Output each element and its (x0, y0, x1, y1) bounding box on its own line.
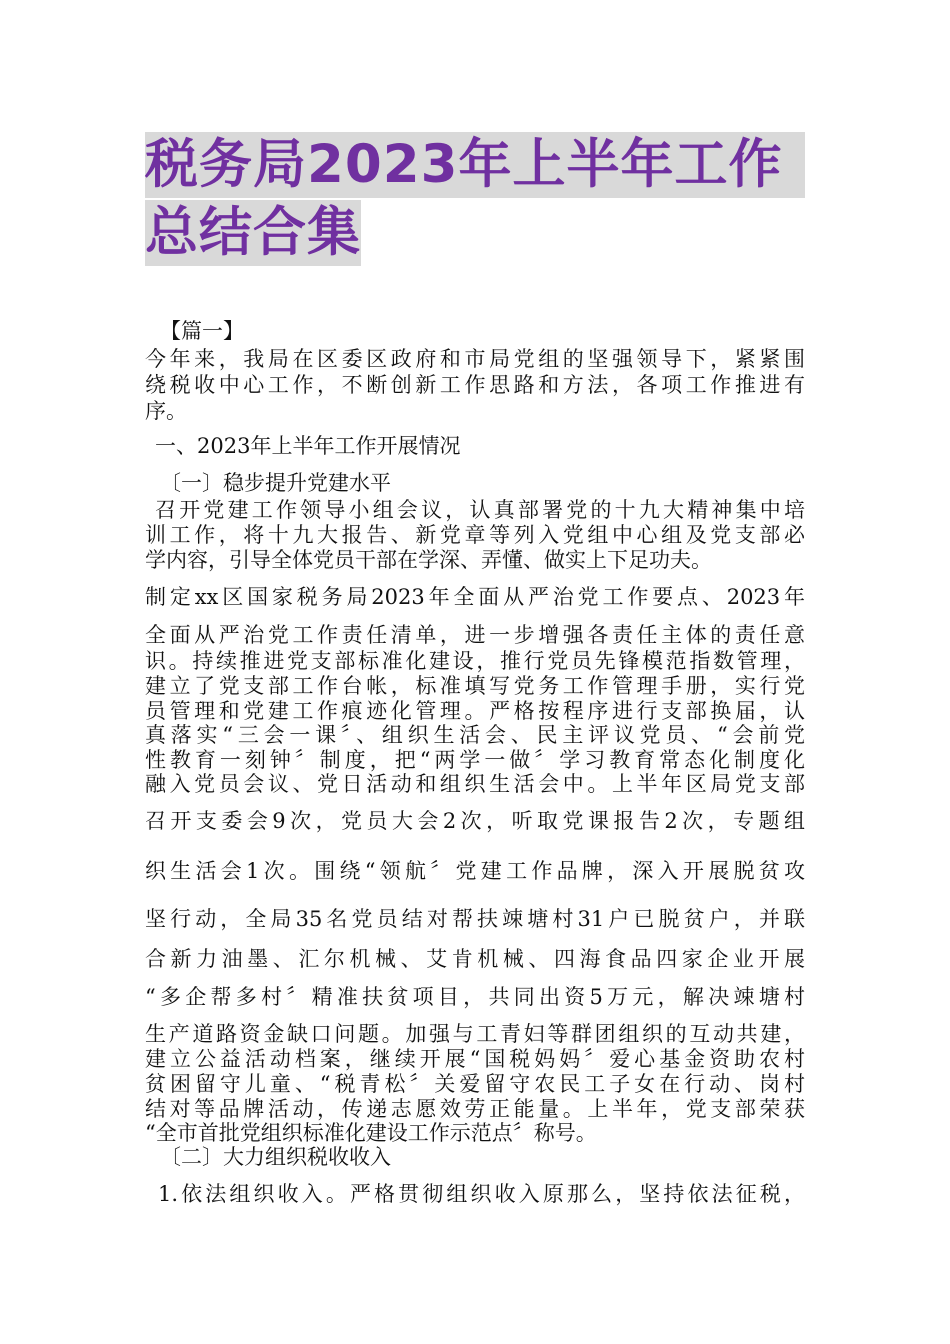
subsection-heading: 〔一〕稳步提升党建水平 (160, 471, 391, 495)
paragraph-line: 召开支委会9次，党员大会2次，听取党课报告2次，专题组 (145, 809, 805, 833)
paragraph-line: 融入党员会议、党日活动和组织生活会中。上半年区局党支部 (145, 772, 805, 796)
section-heading-pian-yi: 【篇一】 (160, 319, 244, 343)
paragraph-line: 制定xx区国家税务局2023年全面从严治党工作要点、2023年 (145, 585, 805, 609)
paragraph-line: 真落实“三会一课〞、组织生活会、民主评议党员、“会前党 (145, 723, 805, 747)
paragraph-line: 员管理和党建工作痕迹化管理。严格按程序进行支部换届，认 (145, 699, 805, 723)
paragraph-line: 织生活会1次。围绕“领航〞党建工作品牌，深入开展脱贫攻 (145, 859, 805, 883)
paragraph-line: 识。持续推进党支部标准化建设，推行党员先锋模范指数管理， (145, 649, 805, 673)
subsection-heading: 〔二〕大力组织税收收入 (160, 1145, 391, 1169)
paragraph-line: 贫困留守儿童、“税青松〞关爱留守农民工子女在行动、岗村 (145, 1072, 805, 1096)
paragraph-line: 建立了党支部工作台帐，标准填写党务工作管理手册，实行党 (145, 674, 805, 698)
section-heading: 一、2023年上半年工作开展情况 (155, 434, 461, 458)
paragraph-line: 坚行动，全局35名党员结对帮扶竦塘村31户已脱贫户，并联 (145, 907, 805, 931)
paragraph-line: 绕税收中心工作，不断创新工作思路和方法，各项工作推进有 (145, 373, 805, 397)
paragraph-line: 学内容，引导全体党员干部在学深、弄懂、做实上下足功夫。 (145, 548, 712, 572)
paragraph-line: 生产道路资金缺口问题。加强与工青妇等群团组织的互动共建， (145, 1022, 805, 1046)
paragraph-line: 全面从严治党工作责任清单，进一步增强各责任主体的责任意 (145, 623, 805, 647)
paragraph-line: 合新力油墨、汇尔机械、艾肯机械、四海食品四家企业开展 (145, 947, 805, 971)
paragraph-line: 性教育一刻钟〞制度，把“两学一做〞学习教育常态化制度化 (145, 748, 805, 772)
paragraph-line: 训工作，将十九大报告、新党章等列入党组中心组及党支部必 (145, 523, 805, 547)
paragraph-line: “多企帮多村〞精准扶贫项目，共同出资5万元，解决竦塘村 (145, 985, 805, 1009)
paragraph-line: 结对等品牌活动，传递志愿效劳正能量。上半年，党支部荣获 (145, 1097, 805, 1121)
paragraph-line: 召开党建工作领导小组会议，认真部署党的十九大精神集中培 (155, 498, 805, 522)
document-title-line-1: 税务局2023年上半年工作 (145, 132, 805, 198)
paragraph-line: 1.依法组织收入。严格贯彻组织收入原那么，坚持依法征税， (158, 1182, 805, 1206)
paragraph-line: “全市首批党组织标准化建设工作示范点〞称号。 (145, 1121, 597, 1145)
paragraph-line: 序。 (145, 399, 187, 423)
paragraph-line: 建立公益活动档案，继续开展“国税妈妈〞爱心基金资助农村 (145, 1047, 805, 1071)
paragraph-line: 今年来，我局在区委区政府和市局党组的坚强领导下，紧紧围 (145, 347, 805, 371)
document-title-line-2: 总结合集 (145, 200, 361, 266)
